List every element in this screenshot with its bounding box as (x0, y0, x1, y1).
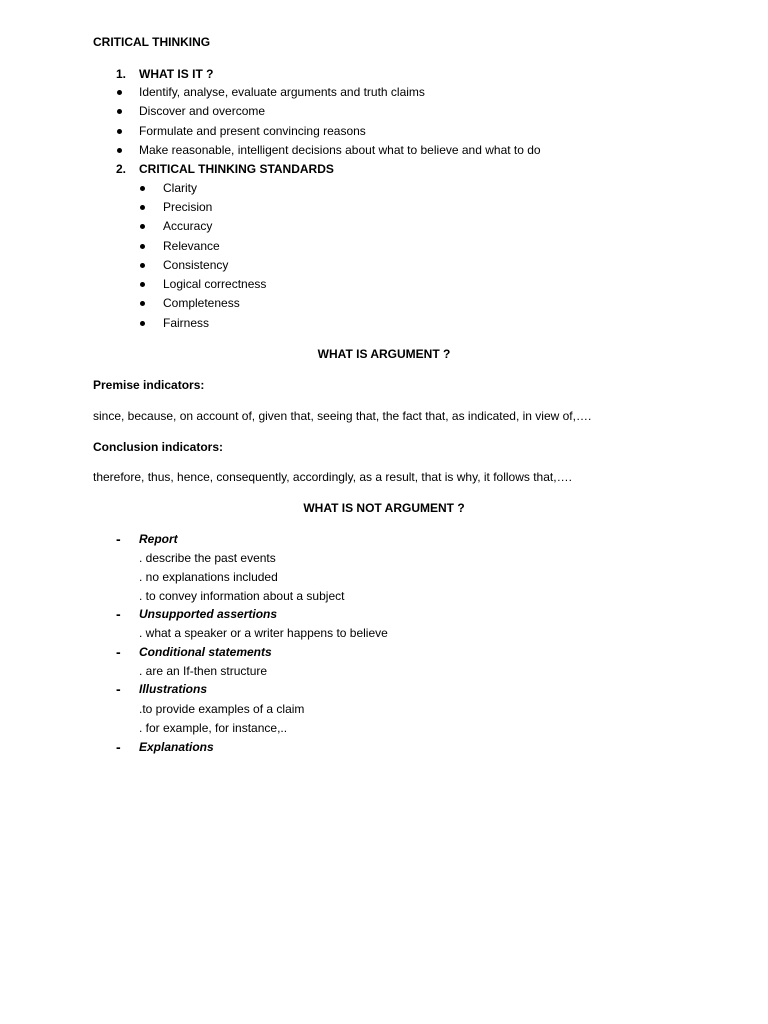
standard-item: Completeness (163, 296, 240, 310)
section-1-item: Formulate and present convincing reasons (139, 124, 366, 138)
argument-heading: WHAT IS ARGUMENT ? (317, 347, 451, 361)
bullet-icon (117, 90, 122, 95)
bullet-icon (140, 301, 145, 306)
standard-item: Accuracy (163, 219, 213, 233)
report-note: . to convey information about a subject (139, 589, 345, 603)
document-title: CRITICAL THINKING (93, 35, 211, 49)
bullet-icon (140, 224, 145, 229)
standard-item: Consistency (163, 258, 229, 272)
bullet-icon (117, 109, 122, 114)
bullet-icon (140, 263, 145, 268)
standard-item: Logical correctness (163, 277, 267, 291)
report-note: . describe the past events (139, 551, 276, 565)
conclusion-text: therefore, thus, hence, consequently, accordingly, as a result, that is why, it follows that,…. (93, 470, 572, 484)
unsupported-note: . what a speaker or a writer happens to believe (139, 626, 388, 640)
dash-marker: - (116, 681, 121, 697)
standard-item: Clarity (163, 181, 198, 195)
bullet-icon (140, 282, 145, 287)
report-note: . no explanations included (139, 570, 278, 584)
bullet-icon (140, 244, 145, 249)
section-2-number: 2. (116, 162, 127, 176)
premise-text: since, because, on account of, given that, seeing that, the fact that, as indicated, in view of,…. (93, 409, 592, 423)
not-argument-heading: WHAT IS NOT ARGUMENT ? (303, 501, 465, 515)
section-2-heading: CRITICAL THINKING STANDARDS (139, 162, 334, 176)
section-1-item: Identify, analyse, evaluate arguments and truth claims (139, 85, 425, 99)
report-title: Report (139, 532, 178, 546)
illustrations-title: Illustrations (139, 682, 208, 696)
bullet-icon (140, 205, 145, 210)
bullet-icon (117, 129, 122, 134)
section-1-number: 1. (116, 67, 127, 81)
dash-marker: - (116, 531, 121, 547)
bullet-icon (117, 148, 122, 153)
conclusion-label: Conclusion indicators: (93, 440, 224, 454)
unsupported-title: Unsupported assertions (139, 607, 278, 621)
section-1-item: Discover and overcome (139, 104, 266, 118)
standard-item: Relevance (163, 239, 220, 253)
illustrations-note: .to provide examples of a claim (139, 702, 305, 716)
explanations-title: Explanations (139, 740, 214, 754)
dash-marker: - (116, 644, 121, 660)
conditional-note: . are an If-then structure (139, 664, 268, 678)
dash-marker: - (116, 606, 121, 622)
bullet-icon (140, 186, 145, 191)
section-1-heading: WHAT IS IT ? (139, 67, 214, 81)
standard-item: Fairness (163, 316, 210, 330)
dash-marker: - (116, 739, 121, 755)
illustrations-note: . for example, for instance,.. (139, 721, 288, 735)
conditional-title: Conditional statements (139, 645, 272, 659)
section-1-item: Make reasonable, intelligent decisions about what to believe and what to do (139, 143, 541, 157)
bullet-icon (140, 321, 145, 326)
standard-item: Precision (163, 200, 213, 214)
premise-label: Premise indicators: (93, 378, 205, 392)
